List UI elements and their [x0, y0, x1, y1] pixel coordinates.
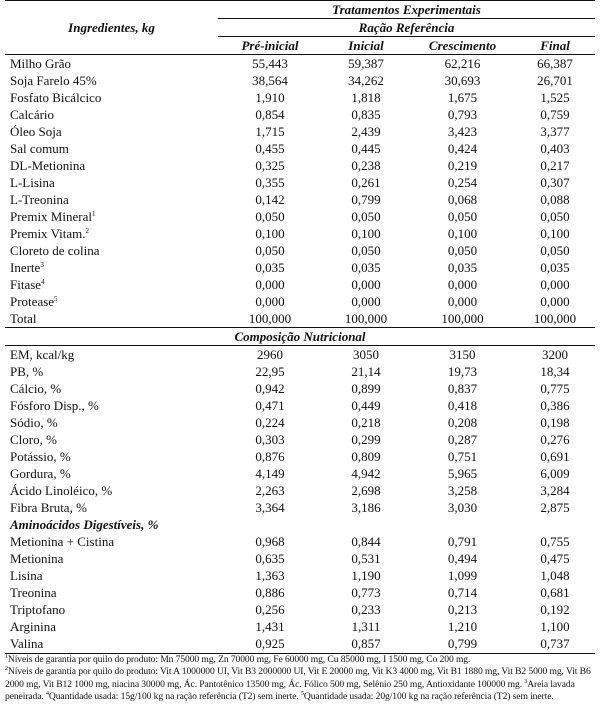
table-row	[5, 533, 595, 550]
cell-value: 1,715	[255, 124, 285, 139]
amino-section-title: Aminoácidos Digestíveis, %	[10, 517, 159, 532]
cell-value: 0,050	[447, 209, 478, 224]
cell-value: 0,403	[540, 141, 570, 156]
cell-value: 0,050	[447, 243, 478, 258]
table-row	[5, 225, 595, 242]
cell-value: 0,213	[447, 602, 478, 617]
table-row	[5, 567, 595, 584]
row-label: Valina	[10, 636, 44, 651]
cell-value: 0,000	[255, 277, 285, 292]
row-label: L-Treonina	[10, 192, 69, 207]
row-label: Triptofano	[10, 602, 66, 617]
column-header: Crescimento	[410, 37, 515, 55]
cell-value: 0,449	[351, 398, 381, 413]
table-row	[5, 157, 595, 174]
cell-value: 0,751	[447, 449, 478, 464]
column-header: Inicial	[322, 37, 410, 55]
table-row	[5, 191, 595, 208]
row-label: Cloreto de colina	[10, 243, 100, 258]
cell-value: 0,233	[351, 602, 381, 617]
cell-value: 0,531	[351, 551, 381, 566]
cell-value: 0,261	[351, 175, 381, 190]
cell-value: 0,886	[255, 585, 285, 600]
table-row	[5, 310, 595, 328]
cell-value: 0,494	[447, 551, 478, 566]
cell-value: 1,100	[540, 619, 570, 634]
table-row	[5, 397, 595, 414]
cell-value: 1,099	[447, 568, 478, 583]
cell-value: 0,000	[447, 294, 478, 309]
cell-value: 22,95	[255, 364, 285, 379]
table-header	[5, 1, 595, 55]
cell-value: 2,263	[255, 483, 285, 498]
table-row	[5, 140, 595, 157]
cell-value: 0,455	[255, 141, 285, 156]
cell-value: 1,525	[540, 90, 570, 105]
cell-value: 100,000	[533, 311, 577, 326]
cell-value: 0,299	[351, 432, 381, 447]
cell-value: 0,475	[540, 551, 570, 566]
cell-value: 0,050	[255, 209, 285, 224]
cell-value: 0,050	[351, 243, 381, 258]
nutrition-table-figure	[5, 0, 595, 704]
cell-value: 0,714	[447, 585, 478, 600]
cell-value: 0,050	[351, 209, 381, 224]
row-label: Fitase$^4$	[10, 277, 45, 292]
row-label: Fósforo Disp., %	[10, 398, 99, 413]
cell-value: 0,445	[351, 141, 381, 156]
cell-value: 0,219	[447, 158, 478, 173]
cell-value: 100,000	[441, 311, 484, 326]
cell-value: 4,149	[255, 466, 285, 481]
cell-value: 0,386	[540, 398, 570, 413]
row-label: Gordura, %	[10, 466, 71, 481]
cell-value: 3,364	[255, 500, 285, 515]
cell-value: 0,050	[255, 243, 285, 258]
cell-value: 0,000	[447, 277, 478, 292]
cell-value: 0,925	[255, 636, 285, 651]
treatments-header: Tratamentos Experimentais	[218, 1, 595, 19]
row-label: EM, kcal/kg	[10, 347, 75, 362]
cell-value: 0,876	[255, 449, 285, 464]
cell-value: 2,439	[351, 124, 381, 139]
cell-value: 0,681	[540, 585, 570, 600]
row-label: L-Lisina	[10, 175, 55, 190]
composition-body	[5, 346, 595, 517]
composition-section-title: Composição Nutricional	[5, 328, 595, 346]
row-label: Premix Vitam.$^2$	[10, 226, 90, 241]
cell-value: 0,035	[255, 260, 285, 275]
ration-header: Ração Referência	[218, 19, 595, 37]
cell-value: 1,311	[351, 619, 381, 634]
cell-value: 0,000	[255, 294, 285, 309]
cell-value: 0,000	[540, 294, 570, 309]
table-row	[5, 635, 595, 652]
table-row	[5, 89, 595, 106]
cell-value: 3,186	[351, 500, 381, 515]
row-label: Ácido Linoléico, %	[10, 483, 113, 498]
cell-value: 3150	[449, 347, 476, 362]
cell-value: 59,387	[348, 56, 384, 71]
cell-value: 4,942	[351, 466, 381, 481]
table-row	[5, 584, 595, 601]
cell-value: 1,431	[255, 619, 285, 634]
cell-value: 0,224	[255, 415, 285, 430]
cell-value: 19,73	[447, 364, 478, 379]
footnotes	[5, 653, 595, 704]
row-label: Cálcio, %	[10, 381, 62, 396]
cell-value: 3200	[542, 347, 568, 362]
table-row	[5, 414, 595, 431]
row-label: Soja Farelo 45%	[10, 73, 97, 88]
cell-value: 0,303	[255, 432, 285, 447]
table-row	[5, 174, 595, 191]
table-row	[5, 259, 595, 276]
cell-value: 0,198	[540, 415, 570, 430]
footnote-2-5: $^2$Níveis de garantia por quilo do produto: Vit A 1000000 UI, Vit B3 2000000 UI, Vit E 20000 mg, Vit K3 4000 mg, Vit B1 1880 mg, Vit B2 5000 mg, Vit B6 2000 mg, Vit B12 1000 mg, niacina 30000 mg, Ác. Pantotênico 13500 mg, Ác. Fólico 500 mg, Selênio 250 mg, Antioxidante 100000 mg. $^3$Areia lavada peneirada. $^4$Quantidade usada: 15g/100 kg na ração referência (T2) sem inerte. $^5$Quantidade usada: 20g/100 kg na ração referência (T2) sem inerte.	[5, 666, 591, 703]
table-row	[5, 242, 595, 259]
table-row	[5, 465, 595, 482]
cell-value: 1,675	[447, 90, 478, 105]
table-row	[5, 618, 595, 635]
cell-value: 0,100	[540, 226, 570, 241]
cell-value: 100,000	[344, 311, 388, 326]
cell-value: 6,009	[540, 466, 570, 481]
row-label: Lisina	[10, 568, 43, 583]
cell-value: 0,254	[447, 175, 478, 190]
row-label: Cloro, %	[10, 432, 57, 447]
cell-value: 0,307	[540, 175, 570, 190]
table-row	[5, 55, 595, 73]
cell-value: 0,968	[255, 534, 285, 549]
table-row	[5, 123, 595, 140]
row-label: PB, %	[10, 364, 44, 379]
cell-value: 5,965	[447, 466, 478, 481]
cell-value: 0,035	[351, 260, 381, 275]
cell-value: 1,363	[255, 568, 285, 583]
column-header: Pré-inicial	[218, 37, 322, 55]
cell-value: 0,799	[447, 636, 478, 651]
amino-section	[5, 516, 595, 533]
row-label: Metionina + Cistina	[10, 534, 115, 549]
cell-value: 3,284	[540, 483, 570, 498]
table-row	[5, 499, 595, 516]
cell-value: 66,387	[537, 56, 573, 71]
cell-value: 0,857	[351, 636, 381, 651]
cell-value: 0,208	[447, 415, 478, 430]
cell-value: 0,355	[255, 175, 285, 190]
row-label: Sal comum	[10, 141, 69, 156]
cell-value: 0,100	[351, 226, 381, 241]
cell-value: 0,068	[447, 192, 478, 207]
ingredients-body	[5, 55, 595, 328]
row-label: Total	[10, 311, 37, 326]
cell-value: 0,837	[447, 381, 478, 396]
cell-value: 0,287	[447, 432, 478, 447]
cell-value: 0,192	[540, 602, 570, 617]
cell-value: 55,443	[252, 56, 288, 71]
cell-value: 0,218	[351, 415, 381, 430]
table-row	[5, 431, 595, 448]
cell-value: 0,854	[255, 107, 285, 122]
cell-value: 1,048	[540, 568, 570, 583]
cell-value: 0,142	[255, 192, 285, 207]
row-label: Arginina	[10, 619, 56, 634]
table-row	[5, 276, 595, 293]
diet-composition-table	[5, 0, 595, 652]
cell-value: 3,258	[447, 483, 478, 498]
cell-value: 1,910	[255, 90, 285, 105]
row-label: Potássio, %	[10, 449, 71, 464]
cell-value: 0,276	[540, 432, 570, 447]
row-label: Inerte$^3$	[10, 260, 44, 275]
cell-value: 2,875	[540, 500, 570, 515]
row-label: Fibra Bruta, %	[10, 500, 87, 515]
cell-value: 0,691	[540, 449, 570, 464]
table-row	[5, 482, 595, 499]
composition-section	[5, 328, 595, 346]
cell-value: 2960	[257, 347, 283, 362]
row-label: DL-Metionina	[10, 158, 86, 173]
table-row	[5, 293, 595, 310]
cell-value: 0,325	[255, 158, 285, 173]
cell-value: 0,793	[447, 107, 478, 122]
cell-value: 0,000	[351, 294, 381, 309]
column-header: Final	[515, 37, 595, 55]
row-label: Metionina	[10, 551, 64, 566]
cell-value: 0,000	[351, 277, 381, 292]
cell-value: 18,34	[540, 364, 570, 379]
cell-value: 3050	[353, 347, 379, 362]
table-row	[5, 346, 595, 364]
cell-value: 62,216	[444, 56, 481, 71]
cell-value: 0,755	[540, 534, 570, 549]
cell-value: 0,899	[351, 381, 381, 396]
cell-value: 1,190	[351, 568, 381, 583]
cell-value: 2,698	[351, 483, 381, 498]
cell-value: 0,759	[540, 107, 570, 122]
cell-value: 0,035	[447, 260, 478, 275]
cell-value: 100,000	[248, 311, 292, 326]
row-label: Premix Mineral$^1$	[10, 209, 96, 224]
cell-value: 38,564	[252, 73, 288, 88]
table-row	[5, 448, 595, 465]
row-label: Óleo Soja	[10, 124, 62, 139]
row-label: Milho Grão	[10, 56, 72, 71]
footnote-1: $^1$Níveis de garantia por quilo do produto: Mn 75000 mg, Zn 70000 mg, Fe 60000 mg, Cu 85000 mg, I 1500 mg, Co 200 mg.	[5, 654, 471, 665]
table-row	[5, 72, 595, 89]
table-row	[5, 601, 595, 618]
cell-value: 3,030	[447, 500, 478, 515]
cell-value: 3,423	[447, 124, 478, 139]
row-label: Treonina	[10, 585, 57, 600]
cell-value: 0,035	[540, 260, 570, 275]
cell-value: 1,818	[351, 90, 381, 105]
cell-value: 0,050	[540, 243, 570, 258]
table-row	[5, 550, 595, 567]
cell-value: 0,418	[447, 398, 478, 413]
cell-value: 0,799	[351, 192, 381, 207]
cell-value: 0,835	[351, 107, 381, 122]
cell-value: 0,000	[540, 277, 570, 292]
cell-value: 0,809	[351, 449, 381, 464]
row-label: Protease$^5$	[10, 294, 58, 309]
cell-value: 21,14	[351, 364, 381, 379]
cell-value: 0,256	[255, 602, 285, 617]
cell-value: 0,100	[447, 226, 478, 241]
table-row	[5, 106, 595, 123]
cell-value: 0,217	[540, 158, 570, 173]
table-row	[5, 380, 595, 397]
cell-value: 0,844	[351, 534, 381, 549]
cell-value: 1,210	[447, 619, 478, 634]
cell-value: 0,050	[540, 209, 570, 224]
cell-value: 0,100	[255, 226, 285, 241]
cell-value: 26,701	[537, 73, 573, 88]
row-label: Sódio, %	[10, 415, 58, 430]
cell-value: 0,737	[540, 636, 570, 651]
cell-value: 30,693	[444, 73, 481, 88]
cell-value: 0,791	[447, 534, 478, 549]
cell-value: 0,775	[540, 381, 570, 396]
ingredients-header: Ingredientes, kg	[5, 1, 218, 55]
cell-value: 34,262	[348, 73, 384, 88]
cell-value: 0,635	[255, 551, 285, 566]
cell-value: 0,238	[351, 158, 381, 173]
cell-value: 0,773	[351, 585, 381, 600]
row-label: Fosfato Bicálcico	[10, 90, 102, 105]
cell-value: 0,942	[255, 381, 285, 396]
cell-value: 3,377	[540, 124, 570, 139]
amino-body	[5, 533, 595, 652]
cell-value: 0,088	[540, 192, 570, 207]
cell-value: 0,471	[255, 398, 285, 413]
table-row	[5, 208, 595, 225]
cell-value: 0,424	[447, 141, 478, 156]
table-row	[5, 363, 595, 380]
row-label: Calcário	[10, 107, 55, 122]
